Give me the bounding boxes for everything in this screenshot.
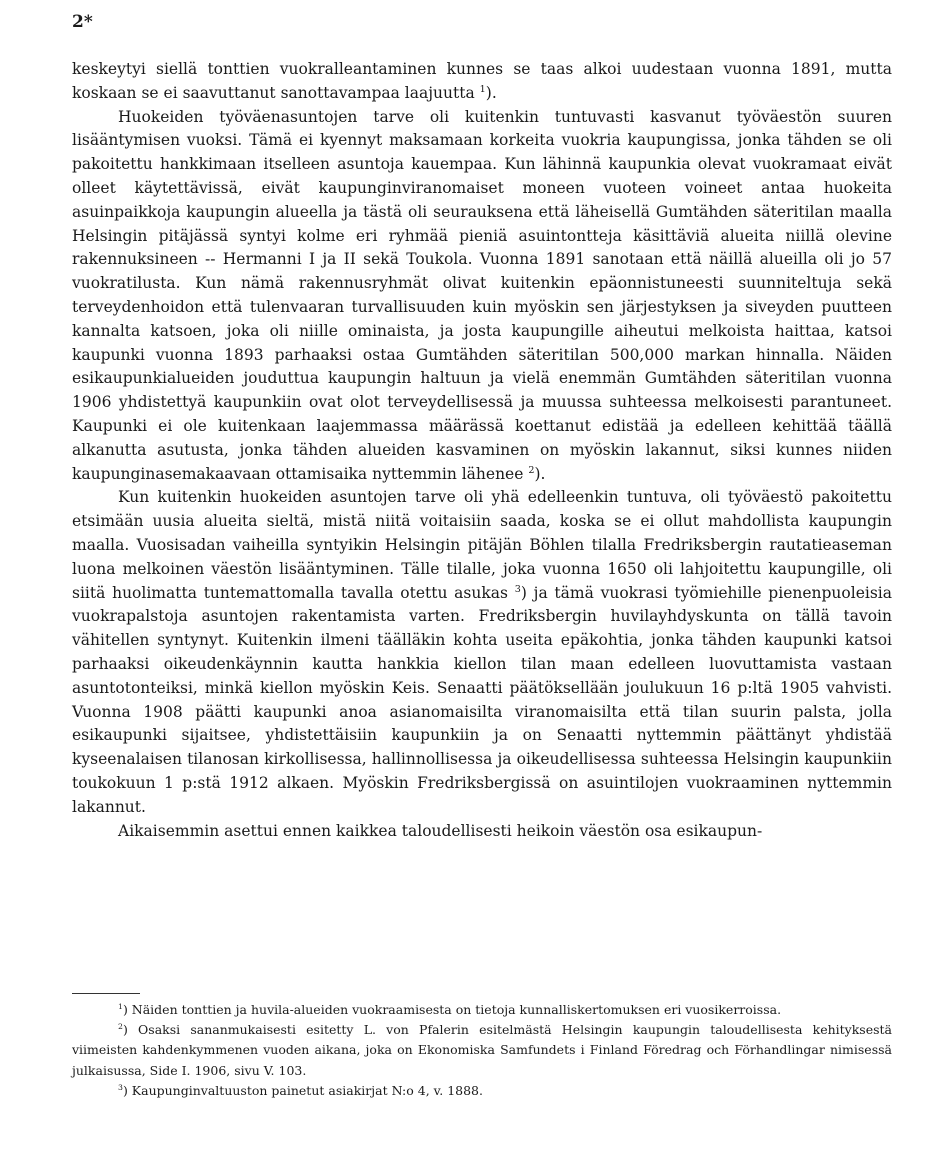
page-number: 2* (72, 12, 93, 32)
body-text (72, 58, 892, 843)
paragraph (72, 820, 892, 844)
paragraph-text-tail: ) ja tämä vuokrasi työmiehille pienenpuoleisia vuokrapalstoja asuntojen rakentamista varten. Fredriksbergin huvilayhdyskunta on tällä tavoin vähitellen syntynyt. Kuitenkin ilmeni täälläkin kohta useita epäkohtia, jonka tähden kaupunki katsoi parhaaksi oikeudenkäynnin kautta hankkia kiellon tilan maan edelleen luovuttamista vastaan asuntotonteiksi, minkä kiellon myöskin Keis. Senaatti päätöksellään joulukuun 16 p:ltä 1905 vahvisti. Vuonna 1908 päätti kaupunki anoa asianomaisilta viranomaisilta että tilan suurin palsta, jolla esikaupunki sijaitsee, yhdistettäisiin kaupunkiin ja on Senaatti nyttemmin päättänyt yhdistää kyseenalaisen tilanosan kirkollisessa, hallinnollisessa ja oikeudellisessa suhteessa Helsingin kaupunkiin toukokuun 1 p:stä 1912 alkaen. Myöskin Fredriksbergissä on asuintilojen vuokraaminen nyttemmin lakannut. (72, 583, 892, 816)
paragraph-text: keskeytyi siellä tonttien vuokralleantaminen kunnes se taas alkoi uudestaan vuonna 1891, mutta koskaan se ei saavuttanut sanottavampaa laajuutta (72, 60, 892, 102)
footnote (72, 1020, 892, 1081)
paragraph-continuation (72, 58, 892, 106)
footnote (72, 1081, 892, 1101)
paragraph (72, 106, 892, 487)
paragraph (72, 486, 892, 819)
footnote-divider (72, 993, 140, 994)
footnote-mark: 3 (118, 1082, 123, 1092)
footnote-reference: 2 (528, 464, 535, 476)
paragraph-text: Kun kuitenkin huokeiden asuntojen tarve oli yhä edelleenkin tuntuva, oli työväestö pakoitettu etsimään uusia alueita sieltä, mistä niitä voitaisiin saada, koska se ei ollut mahdollista kaupungin maalla. Vuosisadan vaiheilla syntyikin Helsingin pitäjän Böhlen tilalla Fredriksbergin rautatieaseman luona melkoinen väestön lisääntyminen. Tälle tilalle, joka vuonna 1650 oli lahjoitettu kaupungille, oli siitä huolimatta tuntemattomalla tavalla otettu asukas (72, 488, 892, 602)
footnotes (72, 1000, 892, 1101)
paragraph-text-tail: ). (534, 464, 546, 483)
footnote-reference: 1 (479, 83, 486, 95)
paragraph-text-tail: ). (485, 83, 497, 102)
footnote-mark: 2 (118, 1022, 123, 1032)
paragraph-text: Aikaisemmin asettui ennen kaikkea taloudellisesti heikoin väestön osa esikaupun- (118, 821, 763, 840)
footnote-mark: 1 (118, 1001, 123, 1011)
footnote (72, 1000, 892, 1020)
footnote-reference: 3 (514, 583, 521, 595)
footnote-text: ) Osaksi sananmukaisesti esitetty L. von Pfalerin esitelmästä Helsingin kaupungin taloudellisesta kehityksestä viimeisten kahdenkymmenen vuoden aikana, joka on Ekonomiska Samfundets i Finland Föredrag och Förhandlingar nimisessä julkaisussa, Side I. 1906, sivu V. 103. (72, 1022, 892, 1078)
paragraph-text: Huokeiden työväenasuntojen tarve oli kuitenkin tuntuvasti kasvanut työväestön suuren lisääntymisen vuoksi. Tämä ei kyennyt maksamaan korkeita vuokria kaupungissa, jonka tähden se oli pakoitettu hankkimaan itselleen asuntoja kauempaa. Kun lähinnä kaupunkia olevat vuokramaat eivät olleet käytettävissä, eivät kaupunginviranomaiset moneen vuoteen voineet antaa huokeita asuinpaikkoja kaupungin alueella ja tästä oli seurauksena että läheisellä Gumtähden säteritilan maalla Helsingin pitäjässä syntyi kolme eri ryhmää pieniä asuintontteja käsittäviä alueita niillä olevine rakennuksineen -- Hermanni I ja II sekä Toukola. Vuonna 1891 sanotaan että näillä alueilla oli jo 57 vuokratilusta. Kun nämä rakennusryhmät olivat kuitenkin epäonnistuneesti suunniteltuja sekä terveydenhoidon että tulenvaaran turvallisuuden kuin myöskin sen järjestyksen ja siveyden puutteen kannalta katsoen, joka oli niille ominaista, ja josta kaupungille aiheutui melkoista haittaa, katsoi kaupunki vuonna 1893 parhaaksi ostaa Gumtähden säteritilan 500,000 markan hinnalla. Näiden esikaupunkialueiden jouduttua kaupungin haltuun ja vielä enemmän Gumtähden säteritilan vuonna 1906 yhdistettyä kaupunkiin ovat olot terveydellisessä ja muussa suhteessa melkoisesti parantuneet. Kaupunki ei ole kuitenkaan laajemmassa määrässä koettanut edistää ja edelleen kehittää täällä alkanutta asutusta, jonka tähden alueiden kasvaminen on myöskin lakannut, siksi kunnes niiden kaupunginasemakaavaan ottamisaika nyttemmin lähenee (72, 107, 892, 483)
footnote-text: ) Näiden tonttien ja huvila-alueiden vuokraamisesta on tietoja kunnalliskertomuksen eri vuosikerroissa. (122, 1002, 782, 1017)
footnote-text: ) Kaupunginvaltuuston painetut asiakirjat N:o 4, v. 1888. (122, 1082, 483, 1098)
